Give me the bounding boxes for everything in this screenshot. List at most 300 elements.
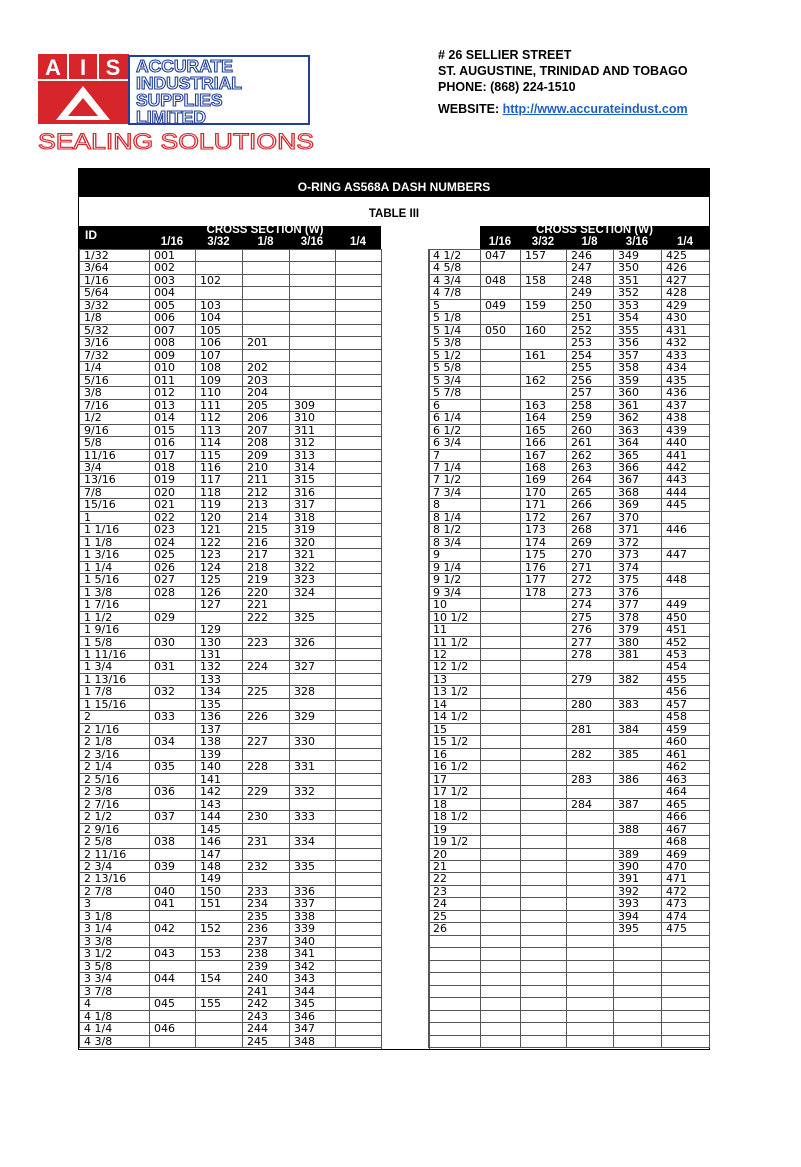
dash-number-cell [614, 811, 662, 823]
logo-line2: INDUSTRIAL [136, 73, 242, 93]
id-cell: 18 1/2 [429, 811, 481, 823]
id-cell: 23 [429, 885, 481, 897]
dash-number-cell [614, 836, 662, 848]
table-row [429, 287, 710, 299]
dash-number-cell: 176 [521, 561, 567, 573]
id-cell: 1 1/4 [80, 561, 150, 573]
dash-number-cell: 032 [150, 686, 196, 698]
dash-number-cell [336, 262, 382, 274]
table-row [429, 586, 710, 598]
dash-number-cell [336, 250, 382, 262]
dash-number-cell: 110 [196, 387, 243, 399]
dash-number-cell: 116 [196, 461, 243, 473]
dash-number-cell: 232 [243, 860, 290, 872]
dash-number-cell [614, 960, 662, 972]
id-cell: 5 1/4 [429, 324, 481, 336]
dash-number-cell [521, 923, 567, 935]
dash-number-cell: 394 [614, 910, 662, 922]
dash-number-cell [567, 923, 614, 935]
dash-number-cell [481, 686, 521, 698]
id-cell: 4 1/2 [429, 250, 481, 262]
dash-number-cell [290, 250, 336, 262]
dash-number-cell: 381 [614, 649, 662, 661]
dash-number-cell: 349 [614, 250, 662, 262]
dash-number-cell: 451 [662, 624, 710, 636]
dash-number-cell: 375 [614, 574, 662, 586]
cross-section-header-right: CROSS SECTION (W) [536, 224, 653, 236]
dash-number-cell: 272 [567, 574, 614, 586]
table-row [429, 536, 710, 548]
dash-number-cell: 233 [243, 885, 290, 897]
table-row [429, 324, 710, 336]
dash-number-cell [567, 823, 614, 835]
table-row [429, 274, 710, 286]
dash-number-cell [521, 673, 567, 685]
dash-number-cell [336, 586, 382, 598]
dash-number-cell [481, 998, 521, 1010]
dash-number-cell: 281 [567, 723, 614, 735]
dash-number-cell: 212 [243, 486, 290, 498]
dash-number-cell [336, 287, 382, 299]
id-cell: 3/32 [80, 299, 150, 311]
dash-number-cell: 149 [196, 873, 243, 885]
dash-number-cell: 282 [567, 748, 614, 760]
id-cell: 18 [429, 798, 481, 810]
dash-number-cell: 448 [662, 574, 710, 586]
dash-number-cell [662, 973, 710, 985]
id-cell: 7 1/2 [429, 474, 481, 486]
dash-number-cell: 463 [662, 773, 710, 785]
dash-number-cell: 378 [614, 611, 662, 623]
table-row [80, 736, 382, 748]
dash-number-cell [481, 798, 521, 810]
dash-number-cell [521, 848, 567, 860]
dash-number-cell: 202 [243, 362, 290, 374]
dash-number-cell: 136 [196, 711, 243, 723]
dash-number-cell: 355 [614, 324, 662, 336]
dash-number-cell: 393 [614, 898, 662, 910]
dash-number-cell: 269 [567, 536, 614, 548]
table-row [80, 798, 382, 810]
dash-number-cell: 310 [290, 412, 336, 424]
table-row [80, 586, 382, 598]
table-row [429, 736, 710, 748]
dash-number-cell: 253 [567, 337, 614, 349]
table-row [80, 611, 382, 623]
dash-number-cell: 377 [614, 599, 662, 611]
dash-number-cell [614, 661, 662, 673]
dash-number-cell: 122 [196, 536, 243, 548]
id-cell: 1/16 [80, 274, 150, 286]
dash-number-cell: 043 [150, 948, 196, 960]
table-row [80, 711, 382, 723]
dash-number-cell: 338 [290, 910, 336, 922]
dash-number-cell: 165 [521, 424, 567, 436]
dash-number-cell: 226 [243, 711, 290, 723]
dash-number-cell: 119 [196, 499, 243, 511]
dash-number-cell [521, 786, 567, 798]
dash-number-cell [336, 736, 382, 748]
id-cell [429, 935, 481, 947]
dash-number-cell: 461 [662, 748, 710, 760]
dash-number-cell [481, 536, 521, 548]
dash-number-cell: 265 [567, 486, 614, 498]
dash-number-cell [336, 811, 382, 823]
id-cell: 14 [429, 698, 481, 710]
table-row [429, 698, 710, 710]
dash-number-cell [662, 948, 710, 960]
dash-number-cell: 332 [290, 786, 336, 798]
dash-number-cell: 046 [150, 1023, 196, 1035]
table-row [80, 449, 382, 461]
dash-number-cell [567, 898, 614, 910]
dash-number-cell [662, 985, 710, 997]
dash-number-cell: 049 [481, 299, 521, 311]
dash-number-cell: 455 [662, 673, 710, 685]
dash-number-cell: 131 [196, 649, 243, 661]
dash-number-cell [336, 873, 382, 885]
table-row [429, 848, 710, 860]
dash-number-cell [336, 549, 382, 561]
dash-number-cell [481, 374, 521, 386]
dash-number-cell [336, 349, 382, 361]
dash-number-cell: 168 [521, 461, 567, 473]
dash-number-cell: 229 [243, 786, 290, 798]
dash-number-cell: 434 [662, 362, 710, 374]
dash-number-cell: 109 [196, 374, 243, 386]
dash-number-cell: 362 [614, 412, 662, 424]
id-cell: 1 1/16 [80, 524, 150, 536]
dash-number-cell: 011 [150, 374, 196, 386]
table-row [429, 1010, 710, 1022]
dash-number-cell [290, 649, 336, 661]
dash-number-cell: 112 [196, 412, 243, 424]
dash-number-cell: 016 [150, 437, 196, 449]
id-cell: 4 5/8 [429, 262, 481, 274]
dash-number-cell [481, 748, 521, 760]
dash-number-cell [150, 910, 196, 922]
dash-number-cell [243, 324, 290, 336]
dash-number-cell: 376 [614, 586, 662, 598]
dash-number-cell: 159 [521, 299, 567, 311]
id-cell: 2 1/2 [80, 811, 150, 823]
dash-number-cell: 240 [243, 973, 290, 985]
dash-number-cell: 170 [521, 486, 567, 498]
dash-number-cell: 443 [662, 474, 710, 486]
dash-number-cell [243, 798, 290, 810]
dash-number-cell [336, 711, 382, 723]
table-row [429, 811, 710, 823]
dash-number-cell [336, 923, 382, 935]
table-row [429, 461, 710, 473]
dash-number-cell [150, 624, 196, 636]
dash-number-cell: 102 [196, 274, 243, 286]
table-row [429, 486, 710, 498]
dash-number-cell: 251 [567, 312, 614, 324]
dash-number-cell: 345 [290, 998, 336, 1010]
table-row [429, 910, 710, 922]
dash-number-cell [662, 536, 710, 548]
dash-number-cell: 450 [662, 611, 710, 623]
phone-line: PHONE: (868) 224-1510 [438, 80, 576, 94]
dash-number-cell: 391 [614, 873, 662, 885]
dash-number-cell: 130 [196, 636, 243, 648]
table-row [429, 686, 710, 698]
dash-number-cell [336, 561, 382, 573]
table-row [429, 985, 710, 997]
dash-number-cell: 279 [567, 673, 614, 685]
dash-number-cell [290, 848, 336, 860]
dash-number-cell: 365 [614, 449, 662, 461]
table-row [80, 624, 382, 636]
dash-number-cell: 368 [614, 486, 662, 498]
dash-number-cell: 428 [662, 287, 710, 299]
table-row [429, 773, 710, 785]
dash-number-cell: 227 [243, 736, 290, 748]
dash-number-cell: 360 [614, 387, 662, 399]
table-row [80, 399, 382, 411]
id-cell: 3/16 [80, 337, 150, 349]
dash-number-cell: 321 [290, 549, 336, 561]
table-row [429, 387, 710, 399]
dash-number-cell: 040 [150, 885, 196, 897]
table-row [80, 649, 382, 661]
dash-number-cell: 042 [150, 923, 196, 935]
table-row [80, 686, 382, 698]
id-cell: 1 3/4 [80, 661, 150, 673]
id-cell: 7/16 [80, 399, 150, 411]
dash-number-cell: 146 [196, 836, 243, 848]
id-cell: 2 1/16 [80, 723, 150, 735]
id-cell: 2 11/16 [80, 848, 150, 860]
dash-number-cell: 437 [662, 399, 710, 411]
dash-number-cell: 014 [150, 412, 196, 424]
dash-number-cell [336, 935, 382, 947]
dash-number-cell [481, 1023, 521, 1035]
dash-number-cell: 274 [567, 599, 614, 611]
dash-number-cell: 230 [243, 811, 290, 823]
id-cell: 2 5/8 [80, 836, 150, 848]
id-cell: 20 [429, 848, 481, 860]
dash-number-cell [150, 773, 196, 785]
dash-number-cell [567, 661, 614, 673]
dash-number-cell: 228 [243, 761, 290, 773]
dash-number-cell [150, 723, 196, 735]
dash-number-cell [521, 898, 567, 910]
dash-number-cell [243, 673, 290, 685]
dash-number-cell: 213 [243, 499, 290, 511]
dash-number-cell: 314 [290, 461, 336, 473]
dash-number-cell [614, 935, 662, 947]
id-cell: 1 15/16 [80, 698, 150, 710]
table-row [80, 885, 382, 897]
table-row [429, 723, 710, 735]
dash-number-cell: 117 [196, 474, 243, 486]
dash-number-cell: 442 [662, 461, 710, 473]
table-row [429, 437, 710, 449]
dash-number-cell: 002 [150, 262, 196, 274]
table-row [80, 536, 382, 548]
dash-number-cell: 005 [150, 299, 196, 311]
id-cell: 1 7/8 [80, 686, 150, 698]
dash-number-cell: 018 [150, 461, 196, 473]
dash-number-cell: 472 [662, 885, 710, 897]
dash-number-cell: 114 [196, 437, 243, 449]
table-row [429, 624, 710, 636]
dash-number-cell [481, 898, 521, 910]
dash-number-cell: 366 [614, 461, 662, 473]
dash-number-cell: 350 [614, 262, 662, 274]
dash-number-cell [567, 960, 614, 972]
dash-number-cell [481, 948, 521, 960]
dash-number-cell: 252 [567, 324, 614, 336]
dash-number-cell [481, 773, 521, 785]
dash-number-cell [243, 773, 290, 785]
id-cell: 1 [80, 511, 150, 523]
dash-number-cell: 363 [614, 424, 662, 436]
dash-number-cell: 331 [290, 761, 336, 773]
id-cell: 4 [80, 998, 150, 1010]
table-title: TABLE III [368, 208, 420, 220]
table-row [80, 262, 382, 274]
dash-number-cell: 436 [662, 387, 710, 399]
id-cell: 6 1/2 [429, 424, 481, 436]
dash-number-cell: 103 [196, 299, 243, 311]
table-row [429, 549, 710, 561]
logo-line3: SUPPLIES [136, 90, 223, 110]
id-cell: 26 [429, 923, 481, 935]
dash-number-cell: 234 [243, 898, 290, 910]
dash-number-cell [481, 848, 521, 860]
dash-number-cell [196, 250, 243, 262]
website-link[interactable]: http://www.accurateindust.com [502, 102, 688, 116]
svg-text:I: I [79, 55, 87, 80]
dash-number-cell [290, 873, 336, 885]
dash-number-cell: 173 [521, 524, 567, 536]
dash-number-cell: 395 [614, 923, 662, 935]
table-row [429, 349, 710, 361]
dash-number-cell [336, 536, 382, 548]
id-cell: 3 7/8 [80, 985, 150, 997]
id-cell: 16 [429, 748, 481, 760]
dash-number-cell [614, 1010, 662, 1022]
dash-number-cell [662, 1010, 710, 1022]
dash-number-cell: 432 [662, 337, 710, 349]
table-row [80, 823, 382, 835]
dash-number-cell [567, 736, 614, 748]
dash-number-cell: 262 [567, 449, 614, 461]
dash-number-cell [196, 611, 243, 623]
dash-number-cell [521, 960, 567, 972]
dash-number-cell [481, 823, 521, 835]
dash-number-cell: 452 [662, 636, 710, 648]
dash-number-cell: 177 [521, 574, 567, 586]
dash-number-cell: 386 [614, 773, 662, 785]
table-row [80, 773, 382, 785]
cross-section-header: CROSS SECTION (W) [206, 224, 324, 236]
table-row [80, 661, 382, 673]
right-header [480, 226, 709, 249]
dash-number-cell [567, 973, 614, 985]
dash-number-cell [481, 399, 521, 411]
table-row [80, 437, 382, 449]
dash-number-cell: 220 [243, 586, 290, 598]
dash-number-cell [336, 524, 382, 536]
dash-number-cell [336, 860, 382, 872]
dash-number-cell: 030 [150, 636, 196, 648]
dash-number-cell [521, 773, 567, 785]
dash-number-cell [336, 312, 382, 324]
dash-number-cell: 027 [150, 574, 196, 586]
table-row [429, 250, 710, 262]
dash-number-cell [290, 262, 336, 274]
dash-number-cell [614, 711, 662, 723]
dash-number-cell [196, 1035, 243, 1047]
dash-number-cell: 026 [150, 561, 196, 573]
dash-number-cell: 392 [614, 885, 662, 897]
id-cell: 2 7/16 [80, 798, 150, 810]
id-cell: 1 1/2 [80, 611, 150, 623]
table-row [429, 636, 710, 648]
dash-number-cell: 108 [196, 362, 243, 374]
table-row [80, 374, 382, 386]
table-row [429, 524, 710, 536]
dash-number-cell: 211 [243, 474, 290, 486]
dash-number-cell [567, 935, 614, 947]
dash-number-cell [567, 910, 614, 922]
dash-number-cell: 010 [150, 362, 196, 374]
table-row [429, 449, 710, 461]
table-row [429, 412, 710, 424]
dash-number-cell: 121 [196, 524, 243, 536]
dash-number-cell: 335 [290, 860, 336, 872]
id-cell: 17 1/2 [429, 786, 481, 798]
dash-number-cell [336, 1035, 382, 1047]
dash-number-cell: 328 [290, 686, 336, 698]
dash-number-cell [290, 324, 336, 336]
dash-number-cell [290, 287, 336, 299]
table-row [429, 836, 710, 848]
dash-number-cell: 034 [150, 736, 196, 748]
dash-number-cell: 120 [196, 511, 243, 523]
dash-number-cell: 318 [290, 511, 336, 523]
dash-number-cell [336, 299, 382, 311]
dash-number-cell: 316 [290, 486, 336, 498]
dash-number-cell: 439 [662, 424, 710, 436]
id-cell: 1/4 [80, 362, 150, 374]
dash-number-cell: 353 [614, 299, 662, 311]
table-row [429, 474, 710, 486]
dash-number-cell [243, 299, 290, 311]
id-cell: 4 3/4 [429, 274, 481, 286]
id-cell: 10 [429, 599, 481, 611]
dash-number-cell: 163 [521, 399, 567, 411]
dash-number-cell: 250 [567, 299, 614, 311]
id-cell: 5 3/4 [429, 374, 481, 386]
dash-number-cell [481, 424, 521, 436]
dash-number-cell [336, 848, 382, 860]
dash-number-cell: 012 [150, 387, 196, 399]
id-cell: 6 1/4 [429, 412, 481, 424]
table-row [80, 960, 382, 972]
dash-number-cell [521, 337, 567, 349]
dash-number-cell [521, 1035, 567, 1047]
dash-number-cell [196, 910, 243, 922]
dash-number-cell [336, 511, 382, 523]
table-row [80, 985, 382, 997]
dash-number-cell: 390 [614, 860, 662, 872]
id-cell [429, 948, 481, 960]
